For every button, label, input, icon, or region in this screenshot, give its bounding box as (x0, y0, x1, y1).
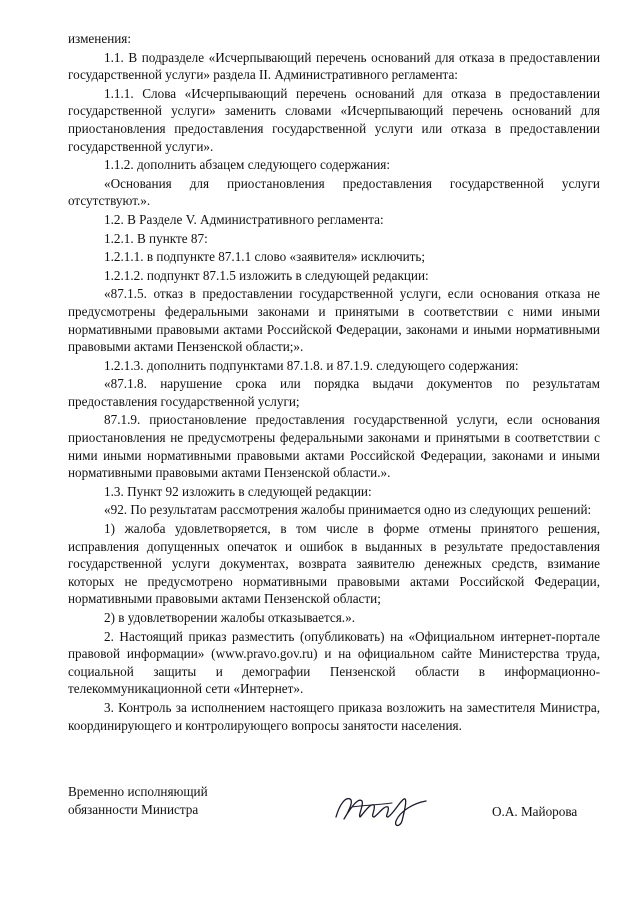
paragraph: 3. Контроль за исполнением настоящего приказа возложить на заместителя Министра, координирующего и контролирующего вопросы занятости населения. (68, 699, 600, 733)
paragraph: 1.1. В подразделе «Исчерпывающий перечень оснований для отказа в предоставлении государственной услуги» раздела II. Административного регламента: (68, 49, 600, 83)
paragraph: 87.1.9. приостановление предоставления государственной услуги, если основания приостановления не предусмотрены федеральными законами и принятыми в соответствии с ними иными нормативными правовыми актами Российской Федерации, законами и иными нормативными правовыми актами Пензенской области.». (68, 412, 600, 481)
position-line: обязанности Министра (68, 802, 199, 817)
paragraph: 1.2.1.1. в подпункте 87.1.1 слово «заявителя» исключить; (104, 249, 426, 265)
paragraph: 1.1.2. дополнить абзацем следующего содержания: (104, 157, 390, 173)
paragraph: «92. По результатам рассмотрения жалобы принимается одно из следующих решений: (104, 502, 592, 518)
handwritten-signature (330, 783, 430, 833)
paragraph: «87.1.8. нарушение срока или порядка выдачи документов по результатам предоставления государственной услуги; (68, 376, 600, 409)
paragraph: «87.1.5. отказ в предоставлении государственной услуги, если основания отказа не предусмотрены федеральными законами и принятыми в соответствии с ними иными нормативными правовыми актами Российской Федерации, законами и иными нормативными правовыми актами Пензенской области;». (68, 286, 600, 355)
paragraph: 1) жалоба удовлетворяется, в том числе в форме отмены принятого решения, исправления допущенных опечаток и ошибок в выданных в результате предоставления государственной услуги документах, возврата заявителю денежных средств, взимание которых не предусмотрено нормативными правовыми актами Российской Федерации, нормативными правовыми актами Пензенской области; (68, 521, 600, 607)
paragraph: 2. Настоящий приказ разместить (опубликовать) на «Официальном интернет-портале правовой информации» (www.pravo.gov.ru) и на официальном сайте Министерства труда, социальной защиты и демографии Пензенской области в информационно-телекоммуникационной сети «Интернет». (68, 628, 600, 697)
paragraph: 1.2. В Разделе V. Административного регламента: (104, 211, 384, 227)
signature-block (68, 783, 600, 843)
paragraph: 2) в удовлетворении жалобы отказывается.». (104, 610, 355, 625)
paragraph: «Основания для приостановления предоставления государственной услуги отсутствуют.». (68, 175, 600, 209)
document-body (68, 30, 600, 735)
signatory-name: О.А. Майорова (492, 804, 578, 819)
paragraph: 1.1.1. Слова «Исчерпывающий перечень оснований для отказа в предоставлении государственной услуги» заменить словами «Исчерпывающий перечень оснований для приостановления предоставления государственной услуги или отказа в предоставлении государственной услуги». (68, 85, 600, 154)
paragraph: 1.2.1.3. дополнить подпунктами 87.1.8. и 87.1.9. следующего содержания: (104, 357, 519, 373)
position-line: Временно исполняющий (68, 784, 208, 799)
paragraph: 1.2.1.2. подпункт 87.1.5 изложить в следующей редакции: (104, 267, 429, 283)
paragraph: изменения: (68, 31, 132, 46)
signatory-position (68, 783, 208, 819)
paragraph: 1.3. Пункт 92 изложить в следующей редакции: (104, 483, 372, 499)
paragraph: 1.2.1. В пункте 87: (104, 230, 208, 246)
